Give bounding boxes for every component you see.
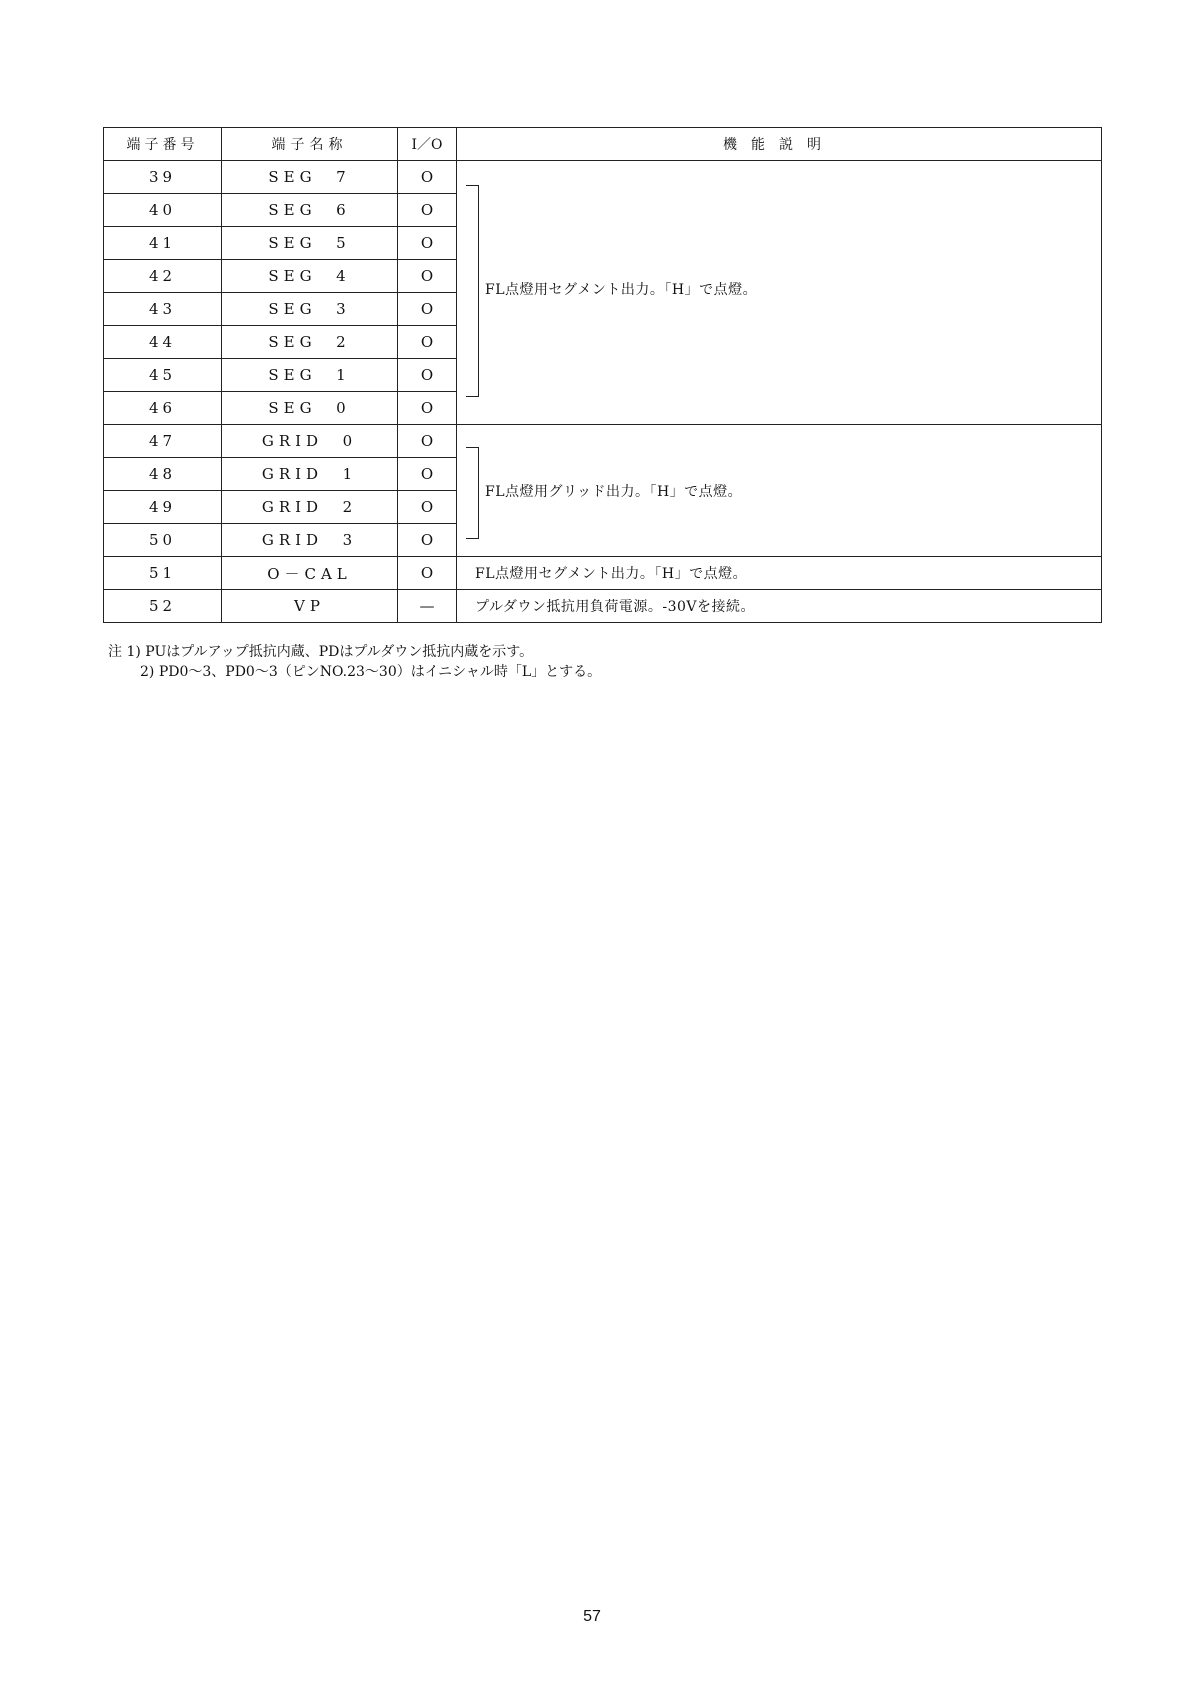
pin-io: — <box>398 590 457 623</box>
pin-name: GRID 1 <box>222 458 398 491</box>
page-number: 57 <box>583 1608 601 1625</box>
pin-name: GRID 2 <box>222 491 398 524</box>
header-pin-name: 端子名称 <box>222 128 398 161</box>
seg-group-description-text: FL点燈用セグメント出力。「H」で点燈。 <box>485 282 758 298</box>
pin-name: O－CAL <box>222 557 398 590</box>
pin-number: 41 <box>104 227 222 260</box>
pin-io: O <box>398 458 457 491</box>
table-row <box>104 161 1102 194</box>
pin-io: O <box>398 524 457 557</box>
pin-name: SEG 5 <box>222 227 398 260</box>
pin-name: SEG 2 <box>222 326 398 359</box>
pin-number: 48 <box>104 458 222 491</box>
pin-number: 40 <box>104 194 222 227</box>
pin-io: O <box>398 359 457 392</box>
pin-io: O <box>398 326 457 359</box>
ocal-description: FL点燈用セグメント出力。「H」で点燈。 <box>457 557 1102 590</box>
header-description: 機能説明 <box>457 128 1102 161</box>
pin-io: O <box>398 161 457 194</box>
pin-io: O <box>398 491 457 524</box>
table-row <box>104 590 1102 623</box>
grid-group-description <box>457 425 1102 557</box>
table-header-row <box>104 128 1102 161</box>
pin-number: 39 <box>104 161 222 194</box>
seg-group-bracket <box>466 185 479 397</box>
pin-name: SEG 6 <box>222 194 398 227</box>
pin-number: 44 <box>104 326 222 359</box>
pin-name: SEG 4 <box>222 260 398 293</box>
pin-number: 47 <box>104 425 222 458</box>
footnote-2: 2) PD0～3、PD0～3（ピンNO.23～30）はイニシャル時「L」とする。 <box>140 664 602 680</box>
pin-number: 42 <box>104 260 222 293</box>
pin-io: O <box>398 557 457 590</box>
pin-name: SEG 7 <box>222 161 398 194</box>
pin-name: SEG 0 <box>222 392 398 425</box>
pin-number: 51 <box>104 557 222 590</box>
pin-io: O <box>398 425 457 458</box>
header-pin-number: 端子番号 <box>104 128 222 161</box>
pin-number: 52 <box>104 590 222 623</box>
pin-io: O <box>398 194 457 227</box>
table-row <box>104 425 1102 458</box>
pin-name: SEG 1 <box>222 359 398 392</box>
footnotes <box>108 642 601 682</box>
pin-name: GRID 0 <box>222 425 398 458</box>
pin-number: 45 <box>104 359 222 392</box>
pin-name: GRID 3 <box>222 524 398 557</box>
pin-number: 43 <box>104 293 222 326</box>
header-io: I／O <box>398 128 457 161</box>
pin-number: 50 <box>104 524 222 557</box>
pin-io: O <box>398 392 457 425</box>
pin-io: O <box>398 293 457 326</box>
table-row <box>104 557 1102 590</box>
pin-name: SEG 3 <box>222 293 398 326</box>
pin-number: 49 <box>104 491 222 524</box>
grid-group-bracket <box>466 447 479 539</box>
footnote-1: 注 1) PUはプルアップ抵抗内蔵、PDはプルダウン抵抗内蔵を示す。 <box>108 644 534 660</box>
pin-io: O <box>398 227 457 260</box>
grid-group-description-text: FL点燈用グリッド出力。「H」で点燈。 <box>485 484 743 500</box>
pin-name: VP <box>222 590 398 623</box>
vp-description: プルダウン抵抗用負荷電源。-30Vを接続。 <box>457 590 1102 623</box>
pin-function-table <box>103 127 1102 623</box>
pin-number: 46 <box>104 392 222 425</box>
seg-group-description <box>457 161 1102 425</box>
pin-io: O <box>398 260 457 293</box>
